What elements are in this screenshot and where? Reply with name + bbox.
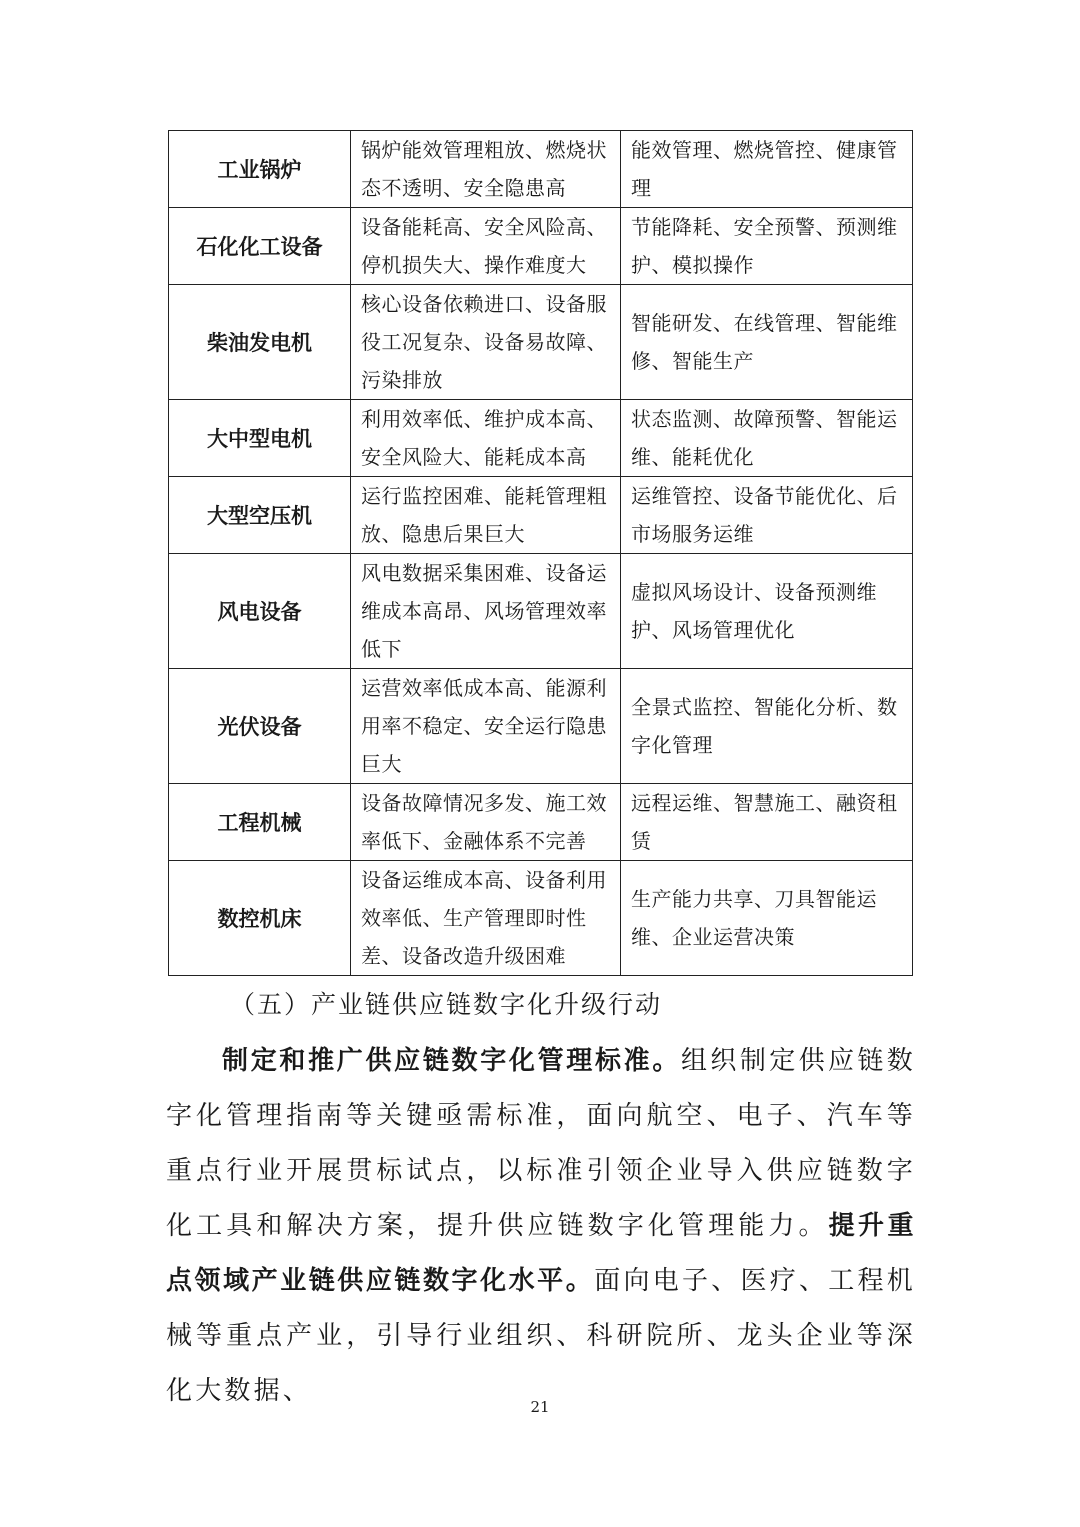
page-number: 21 (530, 1398, 550, 1416)
solution-description: 智能研发、在线管理、智能维修、智能生产 (621, 285, 913, 400)
equipment-name: 大型空压机 (169, 477, 351, 554)
section-heading: （五）产业链供应链数字化升级行动 (230, 990, 663, 1019)
table-row (169, 285, 913, 400)
equipment-name: 光伏设备 (169, 669, 351, 784)
problem-description: 风电数据采集困难、设备运维成本高昂、风场管理效率低下 (351, 554, 621, 669)
problem-description: 设备能耗高、安全风险高、停机损失大、操作难度大 (351, 208, 621, 285)
solution-description: 状态监测、故障预警、智能运维、能耗优化 (621, 400, 913, 477)
solution-description: 节能降耗、安全预警、预测维护、模拟操作 (621, 208, 913, 285)
equipment-name: 数控机床 (169, 861, 351, 976)
table-row (169, 208, 913, 285)
problem-description: 设备故障情况多发、施工效率低下、金融体系不完善 (351, 784, 621, 861)
equipment-name: 柴油发电机 (169, 285, 351, 400)
solution-description: 能效管理、燃烧管控、健康管理 (621, 131, 913, 208)
table-row (169, 400, 913, 477)
solution-description: 生产能力共享、刀具智能运维、企业运营决策 (621, 861, 913, 976)
equipment-name: 石化化工设备 (169, 208, 351, 285)
table-row (169, 477, 913, 554)
problem-description: 利用效率低、维护成本高、安全风险大、能耗成本高 (351, 400, 621, 477)
problem-description: 锅炉能效管理粗放、燃烧状态不透明、安全隐患高 (351, 131, 621, 208)
key-point-supply-chain: 提升重点领域产业链供应链数字化水平。 (166, 1211, 916, 1296)
equipment-name: 风电设备 (169, 554, 351, 669)
table-row (169, 669, 913, 784)
paragraph-text-standards: 组织制定供应链数字化管理指南等关键亟需标准，面向航空、电子、汽车等重点行业开展贯标试点，以标准引领企业导入供应链数字化工具和解决方案，提升供应链数字化管理能力。 (166, 1046, 916, 1241)
paragraph-text-supply-chain: 面向电子、医疗、工程机械等重点产业，引导行业组织、科研院所、龙头企业等深化大数据、 (166, 1266, 916, 1406)
solution-description: 远程运维、智慧施工、融资租赁 (621, 784, 913, 861)
body-paragraph (166, 1034, 916, 1419)
equipment-name: 工业锅炉 (169, 131, 351, 208)
table-row (169, 554, 913, 669)
table-row (169, 131, 913, 208)
equipment-name: 大中型电机 (169, 400, 351, 477)
table-row (169, 784, 913, 861)
equipment-table (168, 130, 913, 976)
table-row (169, 861, 913, 976)
solution-description: 运维管控、设备节能优化、后市场服务运维 (621, 477, 913, 554)
problem-description: 运行监控困难、能耗管理粗放、隐患后果巨大 (351, 477, 621, 554)
equipment-name: 工程机械 (169, 784, 351, 861)
problem-description: 运营效率低成本高、能源利用率不稳定、安全运行隐患巨大 (351, 669, 621, 784)
key-point-standards: 制定和推广供应链数字化管理标准。 (222, 1046, 682, 1076)
solution-description: 全景式监控、智能化分析、数字化管理 (621, 669, 913, 784)
problem-description: 核心设备依赖进口、设备服役工况复杂、设备易故障、污染排放 (351, 285, 621, 400)
problem-description: 设备运维成本高、设备利用效率低、生产管理即时性差、设备改造升级困难 (351, 861, 621, 976)
solution-description: 虚拟风场设计、设备预测维护、风场管理优化 (621, 554, 913, 669)
